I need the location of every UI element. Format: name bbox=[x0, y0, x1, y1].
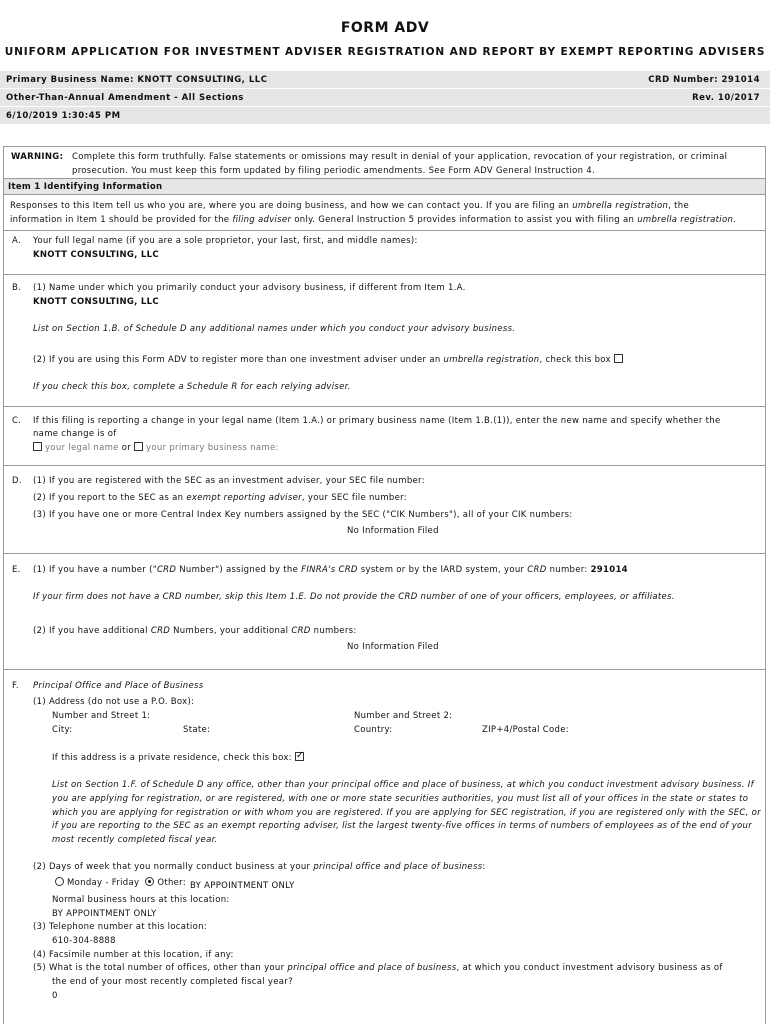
additional-crd-no-info: No Information Filed bbox=[347, 642, 439, 652]
item-c-letter: C. bbox=[12, 416, 22, 426]
form-title: FORM ADV bbox=[340, 20, 430, 36]
item-b-letter: B. bbox=[12, 283, 22, 293]
b-divider bbox=[3, 406, 766, 407]
schedule-d-note-5: most recently completed fiscal year. bbox=[52, 835, 218, 845]
item-b2-note: If you check this box, complete a Schedule R for each relying adviser. bbox=[33, 382, 351, 392]
schedule-d-note-1: List on Section 1.F. of Schedule D any office, other than your principal office and place of business, at which you conduct investment advisory business. If bbox=[52, 780, 754, 790]
item-a-letter: A. bbox=[12, 236, 21, 246]
monday-friday-radio[interactable] bbox=[55, 877, 64, 886]
item-b1-question: (1) Name under which you primarily conduct your advisory business, if different from Item 1.A. bbox=[33, 283, 466, 293]
legal-name-checkbox[interactable] bbox=[33, 442, 42, 451]
state-label: State: bbox=[183, 725, 211, 735]
business-hours-label: Normal business hours at this location: bbox=[52, 895, 230, 905]
header-bar-timestamp bbox=[0, 107, 770, 124]
warning-line-1: Complete this form truthfully. False statements or omissions may result in denial of your application, revocation of your registration, or criminal bbox=[72, 152, 728, 162]
crd-number-value: 291014 bbox=[590, 565, 628, 575]
business-name-option-label: your primary business name: bbox=[146, 443, 279, 453]
item-d2-question: (2) If you report to the SEC as an exempt reporting adviser, your SEC file number: bbox=[33, 493, 407, 503]
monday-friday-label: Monday - Friday bbox=[67, 878, 140, 888]
form-subtitle: UNIFORM APPLICATION FOR INVESTMENT ADVISER REGISTRATION AND REPORT BY EXEMPT REPORTING ADVISERS bbox=[4, 46, 766, 58]
other-label: Other: bbox=[157, 878, 186, 888]
e-divider bbox=[3, 669, 766, 670]
primary-business-name: Primary Business Name: KNOTT CONSULTING, LLC bbox=[6, 75, 268, 85]
schedule-d-note-4: if you are reporting to the SEC as an exempt reporting adviser, list the largest twenty-five offices in terms of numbers of employees as of the end of your bbox=[52, 821, 753, 831]
country-label: Country: bbox=[354, 725, 393, 735]
item-d3-question: (3) If you have one or more Central Index Key numbers assigned by the SEC ("CIK Numbers"), all of your CIK numbers: bbox=[33, 510, 573, 520]
other-days-value: BY APPOINTMENT ONLY bbox=[190, 881, 295, 891]
header-bar-business bbox=[0, 71, 770, 88]
a-divider bbox=[3, 274, 766, 275]
city-label: City: bbox=[52, 725, 73, 735]
days-options bbox=[55, 877, 186, 888]
item-e2-question: (2) If you have additional CRD Numbers, your additional CRD numbers: bbox=[33, 626, 357, 636]
item1-header: Item 1 Identifying Information bbox=[3, 178, 766, 195]
item-e-letter: E. bbox=[12, 565, 21, 575]
offices-count-value: 0 bbox=[52, 991, 58, 1001]
c-divider bbox=[3, 465, 766, 466]
item1-intro-line2: information in Item 1 should be provided for the filing adviser only. General Instruction 5 provides information to assist you with filing an umbrella registration. bbox=[10, 215, 737, 225]
fax-label: (4) Facsimile number at this location, if any: bbox=[33, 950, 234, 960]
offices-question-line2: the end of your most recently completed fiscal year? bbox=[52, 977, 293, 987]
schedule-d-note-3: which you are applying for registration or with whom you are registered. If you are applying for SEC registration, if you are registered only with the SEC, or bbox=[52, 808, 761, 818]
business-name-value: KNOTT CONSULTING, LLC bbox=[33, 297, 159, 307]
business-hours-value: BY APPOINTMENT ONLY bbox=[52, 909, 157, 919]
offices-question-line1: (5) What is the total number of offices, other than your principal office and place of business, at which you conduct investment advisory business as of bbox=[33, 963, 723, 973]
item-e-note: If your firm does not have a CRD number, skip this Item 1.E. Do not provide the CRD number of one of your officers, employees, or affiliates. bbox=[33, 592, 675, 602]
filing-timestamp: 6/10/2019 1:30:45 PM bbox=[6, 111, 121, 121]
item1-intro-line1: Responses to this Item tell us who you are, where you are doing business, and how we can contact you. If you are filing an umbrella registration, the bbox=[10, 201, 689, 211]
street2-label: Number and Street 2: bbox=[354, 711, 453, 721]
business-name-checkbox[interactable] bbox=[134, 442, 143, 451]
item-b2-question: (2) If you are using this Form ADV to register more than one investment adviser under an umbrella registration, check this box bbox=[33, 354, 623, 365]
private-residence-row: If this address is a private residence, check this box: ✓ bbox=[52, 752, 304, 763]
item-d1-question: (1) If you are registered with the SEC as an investment adviser, your SEC file number: bbox=[33, 476, 425, 486]
item-a-question: Your full legal name (if you are a sole proprietor, your last, first, and middle names): bbox=[33, 236, 418, 246]
cik-no-info: No Information Filed bbox=[347, 526, 439, 536]
item-e1-question: (1) If you have a number ("CRD Number") assigned by the FINRA's CRD system or by the IARD system, your CRD number: 291014 bbox=[33, 565, 628, 575]
form-revision: Rev. 10/2017 bbox=[692, 93, 760, 103]
right-border bbox=[765, 195, 766, 1024]
days-question: (2) Days of week that you normally conduct business at your principal office and place of business: bbox=[33, 862, 486, 872]
amendment-type: Other-Than-Annual Amendment - All Sections bbox=[6, 93, 244, 103]
umbrella-registration-checkbox[interactable] bbox=[614, 354, 623, 363]
telephone-value: 610-304-8888 bbox=[52, 936, 116, 946]
header-bar-amendment bbox=[0, 89, 770, 106]
warning-label: WARNING: bbox=[11, 152, 64, 162]
other-radio[interactable] bbox=[145, 877, 154, 886]
warning-line-2: prosecution. You must keep this form updated by filing periodic amendments. See Form ADV General Instruction 4. bbox=[72, 166, 596, 176]
crd-number: CRD Number: 291014 bbox=[648, 75, 760, 85]
legal-name-option-label: your legal name bbox=[45, 443, 119, 453]
item-f-letter: F. bbox=[12, 681, 19, 691]
item-d-letter: D. bbox=[12, 476, 22, 486]
name-change-options: your legal name or your primary business name: bbox=[33, 442, 279, 453]
address-label: (1) Address (do not use a P.O. Box): bbox=[33, 697, 195, 707]
legal-name-value: KNOTT CONSULTING, LLC bbox=[33, 250, 159, 260]
left-border bbox=[3, 195, 4, 1024]
item-f-heading: Principal Office and Place of Business bbox=[33, 681, 204, 691]
street1-label: Number and Street 1: bbox=[52, 711, 151, 721]
zip-label: ZIP+4/Postal Code: bbox=[482, 725, 569, 735]
d-divider bbox=[3, 553, 766, 554]
item-c-line1: If this filing is reporting a change in your legal name (Item 1.A.) or primary business name (Item 1.B.(1)), enter the new name and specify whether the bbox=[33, 416, 721, 426]
private-residence-checkbox[interactable] bbox=[295, 752, 304, 761]
schedule-d-note-2: you are applying for registration, or are registered, with one or more state securities authorities, you must list all of your offices in the state or states to bbox=[52, 794, 749, 804]
item-b-schedule-note: List on Section 1.B. of Schedule D any additional names under which you conduct your advisory business. bbox=[33, 324, 516, 334]
item-c-line2: name change is of bbox=[33, 429, 117, 439]
intro-divider bbox=[3, 230, 766, 231]
telephone-label: (3) Telephone number at this location: bbox=[33, 922, 207, 932]
